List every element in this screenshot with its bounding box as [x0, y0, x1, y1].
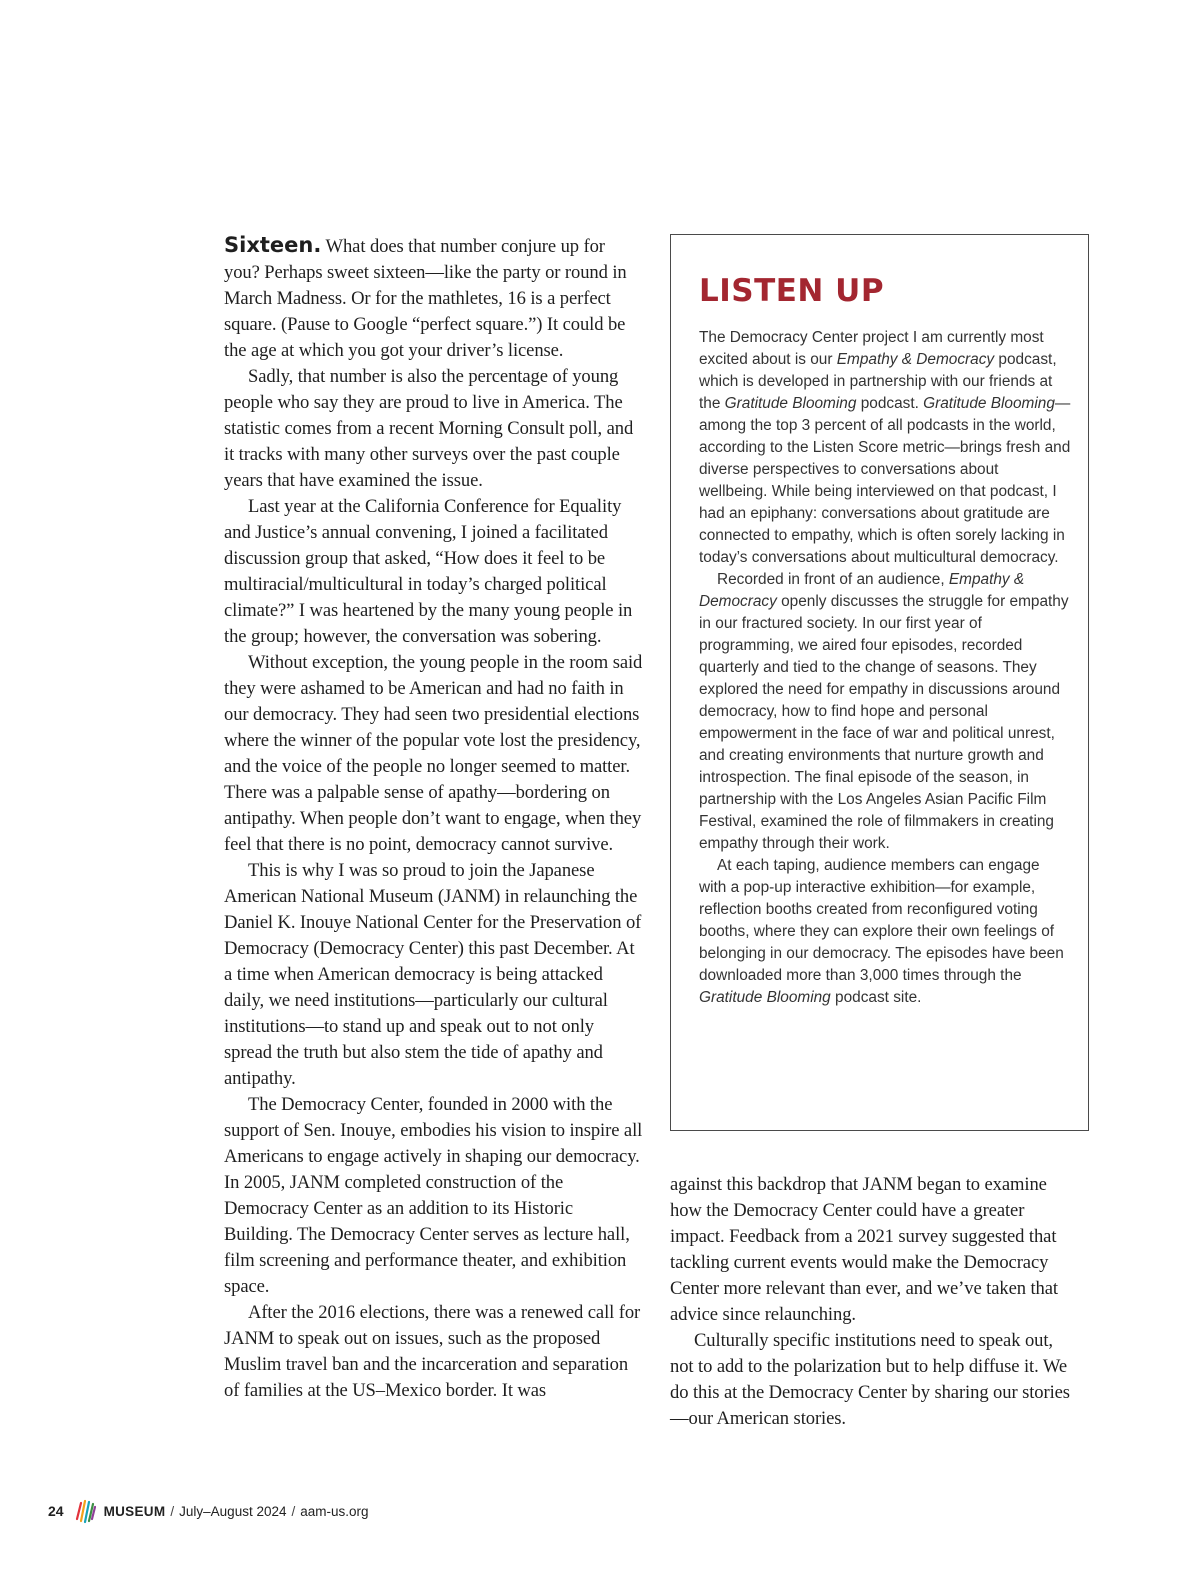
- italic-title-text: Empathy & Democracy: [836, 351, 995, 368]
- sidebar-text: At each taping, audience members can engage with a pop-up interactive exhibition—for example, reflection booths created from reconfigured voting booths, where they can explore their own feelings of belonging in our democracy. The episodes have been downloaded more than 3,000 times through the: [699, 857, 1064, 984]
- italic-title-text: Gratitude Blooming: [923, 395, 1055, 412]
- sidebar-body: [699, 327, 1071, 1009]
- article-paragraph: [224, 232, 644, 364]
- sidebar-title: LISTEN UP: [699, 273, 885, 309]
- sidebar-paragraph: [699, 569, 1071, 855]
- sidebar-box: [670, 234, 1089, 1131]
- article-paragraph: Last year at the California Conference for Equality and Justice’s annual convening, I joined a facilitated discussion group that asked, “How does it feel to be multiracial/multicultural in today’s charged political climate?” I was heartened by the many young people in the group; however, the conversation was sobering.: [224, 496, 633, 647]
- italic-title-text: Gratitude Blooming: [699, 989, 831, 1006]
- sidebar-text: The Democracy Center project I am currently most excited about is our: [699, 329, 1044, 368]
- sidebar-text: openly discusses the struggle for empathy in our fractured society. In our first year of programming, we aired four episodes, recorded quarterly and tied to the change of seasons. They explored the need for empathy in discussions around democracy, how to find hope and personal empowerment in the face of war and political unrest, and creating environments that nurture growth and introspection. The final episode of the season, in partnership with the Los Angeles Asian Pacific Film Festival, examined the role of filmmakers in creating empathy through their work.: [699, 593, 1069, 852]
- footer-separator: /: [291, 1503, 296, 1519]
- page-number: 24: [48, 1503, 64, 1519]
- article-paragraph: Without exception, the young people in the room said they were ashamed to be American and had no faith in our democracy. They had seen two presidential elections where the winner of the popular vote lost the presidency, and the voice of the people no longer seemed to matter. There was a palpable sense of apathy—bordering on antipathy. When people don’t want to engage, when they feel that there is no point, democracy cannot survive.: [224, 652, 643, 855]
- website-link[interactable]: aam-us.org: [300, 1503, 369, 1519]
- museum-logo-icon: [74, 1497, 96, 1525]
- article-paragraph: Sadly, that number is also the percentage of young people who say they are proud to live in America. The statistic comes from a recent Morning Consult poll, and it tracks with many other surveys over the past couple years that have examined the issue.: [224, 366, 634, 491]
- italic-title-text: Empathy & Democracy: [699, 571, 1025, 610]
- footer-separator: /: [170, 1503, 175, 1519]
- article-paragraph: The Democracy Center, founded in 2000 with the support of Sen. Inouye, embodies his vision to inspire all Americans to engage actively in shaping our democracy. In 2005, JANM completed construction of the Democracy Center as an addition to its Historic Building. The Democracy Center serves as lecture hall, film screening and performance theater, and exhibition space.: [224, 1094, 643, 1297]
- article-paragraph: Culturally specific institutions need to speak out, not to add to the polarization but to help diffuse it. We do this at the Democracy Center by sharing our stories—our American stories.: [670, 1330, 1070, 1429]
- lead-word: Sixteen.: [224, 233, 322, 257]
- article-column-right: [670, 1172, 1080, 1432]
- page-footer: [48, 1497, 369, 1525]
- paragraph-text: What does that number conjure up for you? Perhaps sweet sixteen—like the party or round in March Madness. Or for the mathletes, 16 is a perfect square. (Pause to Google “perfect square.”) It could be the age at which you got your driver’s license.: [224, 236, 627, 361]
- sidebar-paragraph: [699, 327, 1071, 569]
- sidebar-text: —among the top 3 percent of all podcasts in the world, according to the Listen Score metric—brings fresh and diverse perspectives to conversations about wellbeing. While being interviewed on that podcast, I had an epiphany: conversations about gratitude are connected to empathy, which is often sorely lacking in today’s conversations about multicultural democracy.: [699, 395, 1071, 566]
- italic-title-text: Gratitude Blooming: [724, 395, 857, 412]
- sidebar-text: podcast, which is developed in partnership with our friends at the: [699, 351, 1057, 412]
- article-paragraph: against this backdrop that JANM began to examine how the Democracy Center could have a greater impact. Feedback from a 2021 survey suggested that tackling current events would make the Democracy Center more relevant than ever, and we’ve taken that advice since relaunching.: [670, 1174, 1058, 1325]
- article-paragraph: This is why I was so proud to join the Japanese American National Museum (JANM) in relaunching the Daniel K. Inouye National Center for the Preservation of Democracy (Democracy Center) this past December. At a time when American democracy is being attacked daily, we need institutions—particularly our cultural institutions—to stand up and speak out to not only spread the truth but also stem the tide of apathy and antipathy.: [224, 860, 642, 1089]
- article-column-left: [224, 232, 644, 1404]
- sidebar-text: podcast site.: [830, 989, 922, 1006]
- sidebar-text: podcast.: [856, 395, 924, 412]
- magazine-name: MUSEUM: [103, 1503, 166, 1519]
- sidebar-paragraph: [699, 855, 1071, 1009]
- sidebar-text: Recorded in front of an audience,: [717, 571, 949, 588]
- article-paragraph: After the 2016 elections, there was a renewed call for JANM to speak out on issues, such as the proposed Muslim travel ban and the incarceration and separation of families at the US–Mexico border. It was: [224, 1302, 641, 1401]
- issue-date: July–August 2024: [179, 1503, 287, 1519]
